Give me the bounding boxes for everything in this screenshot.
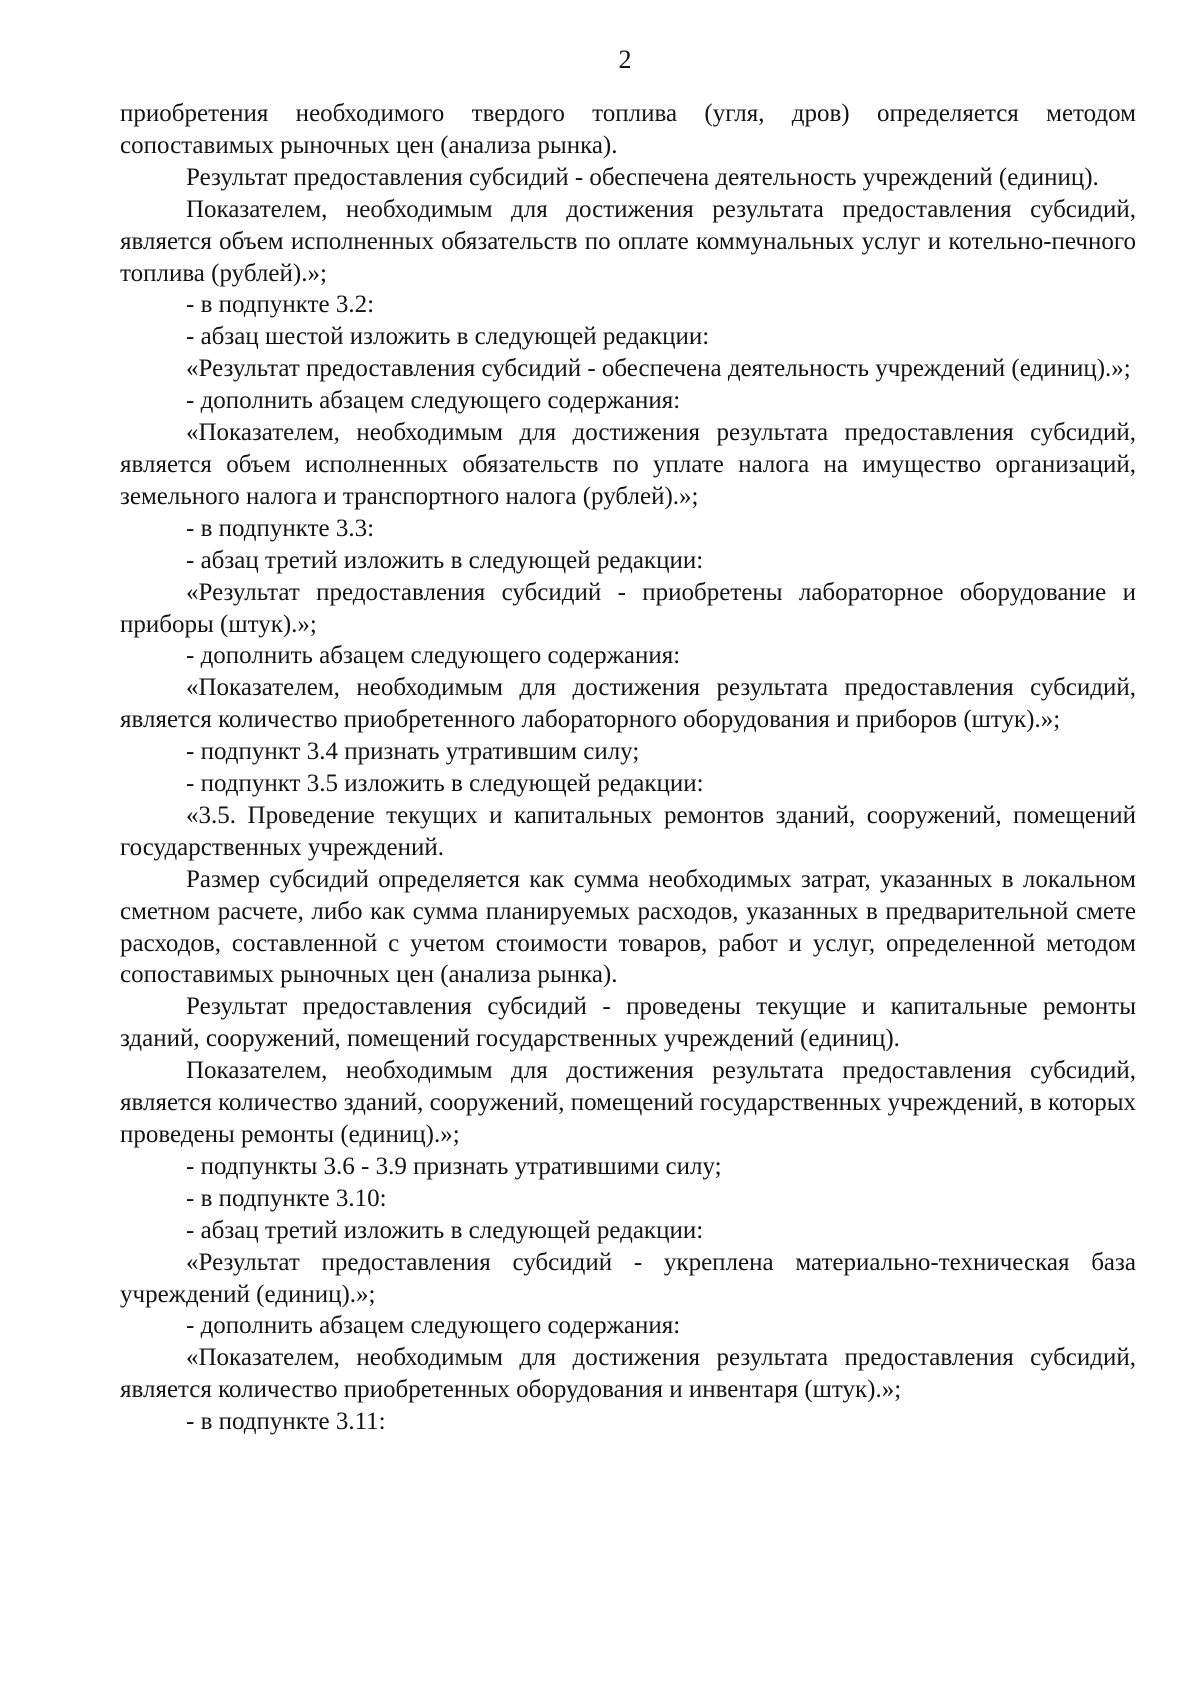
paragraph: - подпункты 3.6 - 3.9 признать утратившими силу; bbox=[186, 1152, 722, 1180]
paragraph: Показателем, необходимым для достижения результата предоставления субсидий, является объем исполненных обязательств по оплате коммунальных услуг и котельно-печного топлива (рублей).»; bbox=[120, 195, 1136, 287]
document-body bbox=[120, 98, 1136, 1438]
paragraph: Размер субсидий определяется как сумма необходимых затрат, указанных в локальном сметном расчете, либо как сумма планируемых расходов, указанных в предварительной смете расходов, составленной с учетом стоимости товаров, работ и услуг, определенной методом сопоставимых рыночных цен (анализа рынка). bbox=[120, 865, 1136, 989]
paragraph: - в подпункте 3.10: bbox=[186, 1184, 387, 1212]
paragraph: - дополнить абзацем следующего содержания: bbox=[186, 1312, 681, 1340]
paragraph: - абзац третий изложить в следующей редакции: bbox=[186, 1216, 704, 1244]
paragraph: - дополнить абзацем следующего содержания: bbox=[186, 387, 681, 415]
paragraph: - абзац третий изложить в следующей редакции: bbox=[186, 546, 704, 574]
paragraph: «Показателем, необходимым для достижения результата предоставления субсидий, является объем исполненных обязательств по уплате налога на имущество организаций, земельного налога и транспортного налога (рублей).»; bbox=[120, 419, 1136, 510]
paragraph: - дополнить абзацем следующего содержания: bbox=[186, 642, 681, 670]
paragraph: «Результат предоставления субсидий - приобретены лабораторное оборудование и приборы (штук).»; bbox=[120, 578, 1136, 638]
paragraph: Результат предоставления субсидий - проведены текущие и капитальные ремонты зданий, сооружений, помещений государственных учреждений (единиц). bbox=[120, 993, 1136, 1053]
paragraph: - в подпункте 3.3: bbox=[186, 514, 375, 542]
paragraph: Результат предоставления субсидий - обеспечена деятельность учреждений (единиц). bbox=[186, 163, 1099, 191]
paragraph: - подпункт 3.5 изложить в следующей редакции: bbox=[186, 770, 704, 798]
paragraph: - подпункт 3.4 признать утратившим силу; bbox=[186, 738, 640, 766]
page-number: 2 bbox=[618, 45, 632, 74]
paragraph: - абзац шестой изложить в следующей редакции: bbox=[186, 323, 710, 351]
paragraph: «Показателем, необходимым для достижения результата предоставления субсидий, является количество приобретенных оборудования и инвентаря (штук).»; bbox=[120, 1344, 1136, 1404]
paragraph: приобретения необходимого твердого топлива (угля, дров) определяется методом сопоставимых рыночных цен (анализа рынка). bbox=[120, 100, 1136, 159]
paragraph: «Показателем, необходимым для достижения результата предоставления субсидий, является количество приобретенного лабораторного оборудования и приборов (штук).»; bbox=[120, 674, 1136, 734]
paragraph: - в подпункте 3.2: bbox=[186, 291, 375, 319]
paragraph: Показателем, необходимым для достижения результата предоставления субсидий, является количество зданий, сооружений, помещений государственных учреждений, в которых проведены ремонты (единиц).»; bbox=[120, 1057, 1136, 1148]
paragraph: - в подпункте 3.11: bbox=[186, 1408, 386, 1436]
paragraph: «Результат предоставления субсидий - обеспечена деятельность учреждений (единиц).»; bbox=[186, 355, 1131, 383]
paragraph: «Результат предоставления субсидий - укреплена материально-техническая база учреждений (единиц).»; bbox=[120, 1248, 1136, 1308]
paragraph: «3.5. Проведение текущих и капитальных ремонтов зданий, сооружений, помещений государственных учреждений. bbox=[120, 801, 1136, 861]
